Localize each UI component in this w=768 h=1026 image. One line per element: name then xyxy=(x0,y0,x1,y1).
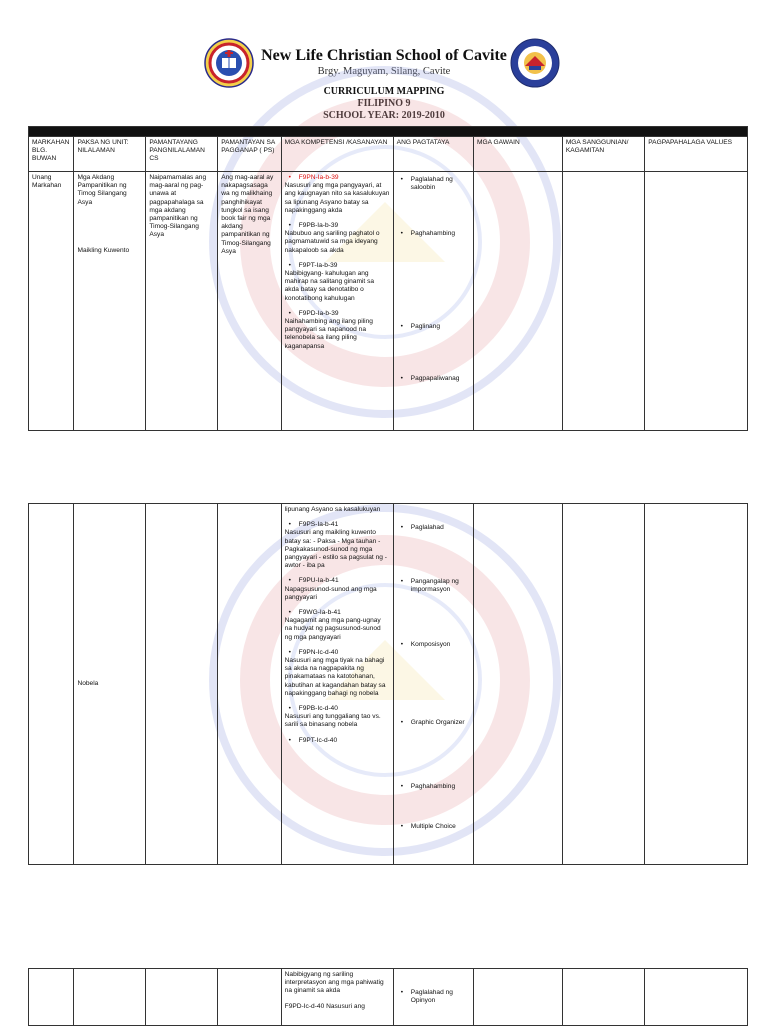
column-header: PAMANTAYANG PANGNILALAMAN CS xyxy=(146,137,218,172)
assessment-item: • Paglinang xyxy=(397,323,470,331)
competency-item xyxy=(285,609,390,642)
sanggunian-cell xyxy=(562,969,644,1026)
deped-seal-logo xyxy=(510,38,560,88)
column-header: MARKAHAN BLG. BUWAN xyxy=(29,137,74,172)
column-header: MGA SANGGUNIAN/ KAGAMITAN xyxy=(562,137,644,172)
cs-cell xyxy=(146,969,218,1026)
competency-text: Nasusuri ang maikling kuwento batay sa: - Paksa - Mga tauhan - Pagkakasunod-sunod ng mga pangyayari - estilo sa pagsulat ng - awtor - iba pa xyxy=(284,529,387,570)
sanggunian-cell xyxy=(562,504,644,865)
values-cell xyxy=(645,172,748,431)
ps-cell xyxy=(218,969,281,1026)
competency-code: • F9PD-Ia-b-39 xyxy=(285,310,390,318)
assessment-item: • Pangangalap ng impormasyon xyxy=(397,578,470,594)
competency-code: • F9PB-Ic-d-40 xyxy=(285,705,390,713)
assessment-item: • Graphic Organizer xyxy=(397,719,470,727)
column-header: MGA GAWAIN xyxy=(474,137,563,172)
competency-text: Nabubuo ang sariling paghatol o pagmamatuwid sa mga ideyang nakapaloob sa akda xyxy=(284,230,380,254)
paksa-cell xyxy=(74,172,146,431)
competency-code: • F9PS-Ia-b-41 xyxy=(285,521,390,529)
competency-item xyxy=(285,577,390,602)
competency-code: • F9PN-Ic-d-40 xyxy=(285,649,390,657)
ps-cell xyxy=(218,504,281,865)
school-year: SCHOOL YEAR: 2019-2010 xyxy=(323,110,445,121)
school-name: New Life Christian School of Cavite xyxy=(261,47,507,64)
competency-text: Nabibigyang ng sariling interpretasyon ang mga pahiwatig na ginamit sa akda xyxy=(284,971,384,995)
column-header: PAGPAPAHALAGA VALUES xyxy=(645,137,748,172)
cs-cell xyxy=(146,504,218,865)
assessment-item: • Komposisyon xyxy=(397,641,470,649)
competency-intro: lipunang Asyano sa kasalukuyan xyxy=(284,506,381,513)
assessment-item: • Pagpapaliwanag xyxy=(397,375,470,383)
competency-text: Nasusuri ang mga pangyayari, at ang kaugnayan nito sa kasalukuyan sa lipunang Asyano batay sa napakinggang akda xyxy=(284,182,390,214)
competency-code: • F9PN-Ia-b-39 xyxy=(285,174,390,182)
competency-item xyxy=(285,705,390,730)
assessment-item: • Paghahambing xyxy=(397,783,470,791)
gawain-cell xyxy=(474,969,563,1026)
competency-cell xyxy=(281,172,393,431)
assessment-item: • Paglalahad ng saloobin xyxy=(397,176,470,192)
competency-item xyxy=(285,521,390,570)
ps-cell: Ang mag-aaral ay nakapagsasaga wa ng malikhaing panghihikayat tungkol sa isang book fair ng mga akdang pampanitikan ng Timog-Silangang Asya xyxy=(218,172,281,431)
assessment-cell xyxy=(393,969,473,1026)
table-row xyxy=(29,969,748,1026)
curriculum-table-page1 xyxy=(28,126,748,431)
competency-item xyxy=(285,174,390,215)
header-bar xyxy=(29,127,748,137)
column-header: MGA KOMPETENSI /KASANAYAN xyxy=(281,137,393,172)
competency-text: Nasusuri ang tunggaliang tao vs. sarili sa binasang nobela xyxy=(284,713,381,729)
values-cell xyxy=(645,969,748,1026)
paksa-text: Nobela xyxy=(77,679,99,687)
paksa-text: Maikling Kuwento xyxy=(77,246,130,254)
paksa-cell xyxy=(74,504,146,865)
column-header: PAKSA NG UNIT: NILALAMAN xyxy=(74,137,146,172)
competency-item xyxy=(285,262,390,303)
competency-text: Naihahambing ang ilang piling pangyayari sa napanood na telenobela sa ilang piling kaganapansa xyxy=(284,318,373,350)
competency-cell xyxy=(281,969,393,1026)
curriculum-table-page3 xyxy=(28,968,748,1026)
competency-code: • F9PB-Ia-b-39 xyxy=(285,222,390,230)
competency-item xyxy=(285,222,390,255)
gawain-cell xyxy=(474,172,563,431)
column-header: PAMANTAYAN SA PAGGANAP ( PS) xyxy=(218,137,281,172)
competency-text: Nasusuri ang mga tiyak na bahagi sa akda na nagpapakita ng pinakamataas na katotohanan, kabutihan at kagandahan batay sa napakinggang bahagi ng nobela xyxy=(284,657,386,697)
competency-item xyxy=(285,310,390,351)
table-row xyxy=(29,504,748,865)
page-header xyxy=(0,0,768,124)
curriculum-table-page2 xyxy=(28,503,748,865)
markahan-cell xyxy=(29,969,74,1026)
paksa-text: Mga Akdang Pampanitikan ng Timog Silangang Asya xyxy=(77,174,127,206)
paksa-cell xyxy=(74,969,146,1026)
competency-item xyxy=(285,737,390,745)
column-header: ANG PAGTATAYA xyxy=(393,137,473,172)
assessment-item: • Paghahambing xyxy=(397,230,470,238)
competency-text: F9PD-Ic-d-40 Nasusuri ang xyxy=(284,1002,365,1010)
table-header-row xyxy=(29,137,748,172)
competency-code: • F9PT-Ic-d-40 xyxy=(285,737,390,745)
competency-item xyxy=(285,649,390,698)
gawain-cell xyxy=(474,504,563,865)
assessment-item: • Paglalahad ng Opinyon xyxy=(397,989,470,1005)
competency-text: Napagsusunod-sunod ang mga pangyayari xyxy=(284,585,377,601)
assessment-cell xyxy=(393,172,473,431)
sanggunian-cell xyxy=(562,172,644,431)
assessment-item: • Multiple Choice xyxy=(397,823,470,831)
competency-text: Nagagamit ang mga pang-ugnay na hudyat ng pagsusunod-sunod ng mga pangyayari xyxy=(284,617,381,641)
markahan-cell xyxy=(29,504,74,865)
school-address: Brgy. Maguyam, Silang, Cavite xyxy=(317,66,451,77)
competency-code: • F9WG-Ia-b-41 xyxy=(285,609,390,617)
assessment-item: • Paglalahad xyxy=(397,524,470,532)
competency-text: Nabibigyang- kahulugan ang mahirap na salitang ginamit sa akda batay sa denotatibo o konotatibong kahulugan xyxy=(284,270,375,302)
cs-cell: Naipamamalas ang mag-aaral ng pag-unawa at pagpapahalaga sa mga akdang pampanitikan ng Timog-Silangang Asya xyxy=(146,172,218,431)
markahan-cell: Unang Markahan xyxy=(29,172,74,431)
assessment-cell xyxy=(393,504,473,865)
document-title: CURRICULUM MAPPING xyxy=(323,86,445,97)
table-row xyxy=(29,172,748,431)
subject-title: FILIPINO 9 xyxy=(357,98,411,109)
competency-cell xyxy=(281,504,393,865)
competency-code: • F9PU-Ia-b-41 xyxy=(285,577,390,585)
values-cell xyxy=(645,504,748,865)
competency-code: • F9PT-Ia-b-39 xyxy=(285,262,390,270)
